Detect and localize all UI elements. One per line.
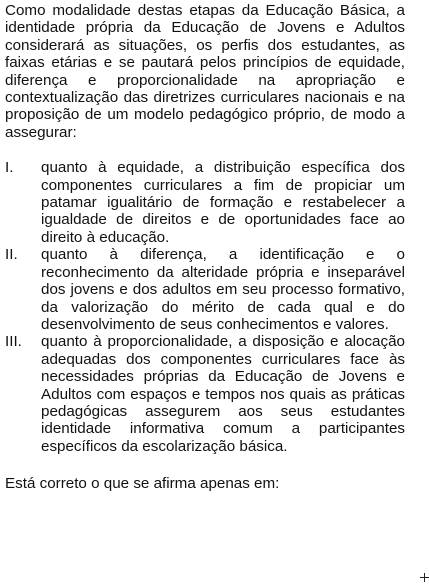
question-text: Está correto o que se afirma apenas em:	[5, 475, 280, 493]
item-text: quanto à proporcionalidade, a disposição e alocação adequadas dos componentes curriculares face às necessidades próprias da Educação de Jovens e Adultos com espaços e tempos nos quais as práticas pedagógicas assegurem aos seus estudantes identidade informativa comum a participantes específicos da escolarização básica.	[41, 333, 405, 455]
item-marker: II.	[5, 246, 18, 264]
item-marker: III.	[5, 333, 22, 351]
intro-paragraph: Como modalidade destas etapas da Educação Básica, a identidade própria da Educação de Jovens e Adultos considerará as situações, os perfis dos estudantes, as faixas etárias e se pautará pelos princípios de equidade, diferença e proporcionalidade na apropriação e contextualização das diretrizes curriculares nacionais e na proposição de um modelo pedagógico próprio, de modo a assegurar:	[5, 2, 405, 141]
item-text: quanto à equidade, a distribuição específica dos componentes curriculares a fim de propiciar um patamar igualitário de formação e restabelecer a igualdade de direitos e de oportunidades face ao direito à educação.	[41, 159, 405, 246]
item-marker: I.	[5, 159, 14, 177]
list-item	[5, 159, 405, 246]
item-text: quanto à diferença, a identificação e o reconhecimento da alteridade própria e inseparável dos jovens e dos adultos em seu processo formativo, da valorização do mérito de cada qual e do desenvolvimento de seus conhecimentos e valores.	[41, 246, 405, 333]
list-item	[5, 333, 405, 455]
statement-list	[5, 159, 405, 455]
document-body	[5, 2, 405, 493]
crosshair-cursor-icon	[420, 573, 429, 582]
list-item	[5, 246, 405, 333]
